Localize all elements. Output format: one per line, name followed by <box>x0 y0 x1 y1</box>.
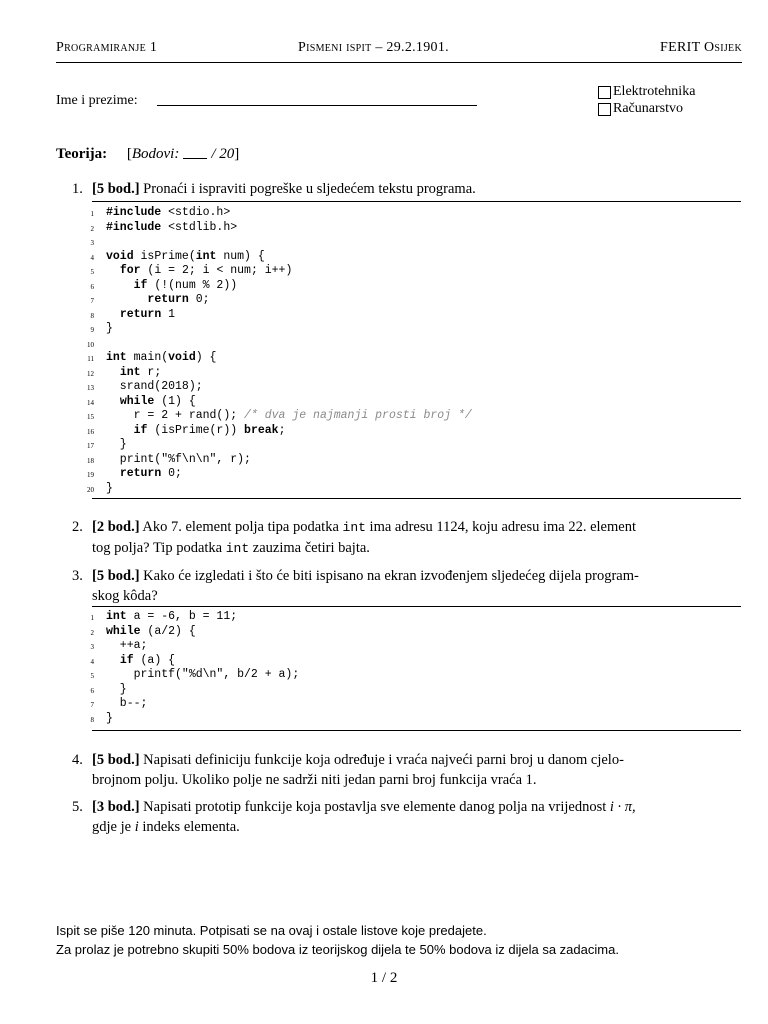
code-text: if (!(num % 2)) <box>133 278 238 292</box>
code-text: } <box>106 438 127 451</box>
code-line <box>87 351 741 366</box>
line-number: 4 <box>90 253 94 262</box>
question-text: Napisati definiciju funkcije koja određuje i vraća najveći parni broj u danom cjelo- <box>143 752 624 768</box>
line-number: 11 <box>87 355 94 363</box>
line-number: 6 <box>90 282 94 291</box>
program-option-racunarstvo[interactable] <box>598 101 683 117</box>
question-text: indeks elementa. <box>142 819 240 835</box>
code-line <box>92 683 741 698</box>
code-text: } <box>106 682 127 696</box>
question-4 <box>56 750 746 790</box>
code-text: } <box>106 481 113 495</box>
code-line <box>92 697 741 712</box>
question-number: 3. <box>72 568 83 584</box>
code-line <box>87 481 741 497</box>
question-text: ima adresu 1124, koju adresu ima 22. element <box>369 519 636 535</box>
question-number: 2. <box>72 519 83 535</box>
exam-title: Pismeni ispit – 29.2.1901. <box>298 40 449 55</box>
line-number: 14 <box>87 398 94 407</box>
question-text: Napisati prototip funkcije koja postavlja sve elemente danog polja na vrijednost <box>143 799 607 815</box>
question-number: 5. <box>72 799 83 815</box>
code-line <box>92 308 741 323</box>
code-line <box>92 264 741 279</box>
question-points: [5 bod.] <box>92 752 140 768</box>
question-2 <box>56 517 746 559</box>
question-points: [2 bod.] <box>92 519 140 535</box>
code-line <box>92 712 741 727</box>
line-number: 8 <box>90 311 94 320</box>
points-label: Bodovi: <box>131 146 180 162</box>
name-label: Ime i prezime: <box>56 93 138 108</box>
footer-note-passing: Za prolaz je potrebno skupiti 50% bodova iz teorijskog dijela te 50% bodova iz dijela sa zadacima. <box>56 942 619 957</box>
code-line <box>87 467 741 482</box>
question-text: tog polja? Tip podatka <box>92 540 223 556</box>
question-text: gdje je <box>92 819 132 835</box>
code-text: for (i = 2; i < num; i++) <box>119 264 293 277</box>
line-number: 18 <box>87 456 94 465</box>
line-number: 5 <box>90 268 94 276</box>
code-text: return 0; <box>119 467 182 480</box>
code-text: ++a; <box>106 639 148 652</box>
question-text: Ako 7. element polja tipa podatka <box>142 519 339 535</box>
code-line <box>92 250 741 265</box>
question-1 <box>56 179 746 199</box>
code-text: #include <stdlib.h> <box>106 220 238 234</box>
line-number: 10 <box>87 340 94 349</box>
code-text: srand(2018); <box>106 380 203 393</box>
code-text: r = 2 + rand(); /* dva je najmanji prosti broj */ <box>106 409 472 422</box>
line-number: 7 <box>90 701 94 709</box>
code-comment: /* dva je najmanji prosti broj */ <box>244 409 472 422</box>
line-number: 16 <box>87 427 94 436</box>
line-number: 12 <box>87 369 94 378</box>
code-text: return 0; <box>147 293 210 306</box>
line-number: 4 <box>90 657 94 666</box>
code-text: b--; <box>106 697 148 710</box>
question-points: [5 bod.] <box>92 568 140 584</box>
question-5 <box>56 797 746 837</box>
question-number: 4. <box>72 752 83 768</box>
checkbox[interactable] <box>598 86 611 99</box>
header-rule <box>56 62 742 63</box>
math-expression: i · π, <box>609 799 636 815</box>
code-text: int r; <box>119 365 162 379</box>
line-number: 1 <box>90 614 94 622</box>
code-text: #include <stdio.h> <box>106 206 231 219</box>
theory-heading <box>56 146 239 163</box>
code-line <box>87 394 741 410</box>
course-title: Programiranje 1 <box>56 40 158 55</box>
code-text: return 1 <box>119 307 176 321</box>
line-number: 5 <box>90 672 94 680</box>
code-line <box>87 409 741 424</box>
program-label: Elektrotehnika <box>613 84 696 99</box>
institution-name: FERIT Osijek <box>660 40 742 55</box>
line-number: 8 <box>90 715 94 724</box>
math-variable: i <box>134 819 139 835</box>
code-text: printf("%d\n", b/2 + a); <box>106 668 300 681</box>
line-number: 1 <box>90 210 94 218</box>
code-text: while (a/2) { <box>106 624 196 638</box>
line-number: 20 <box>87 485 94 494</box>
question-text: Kako će izgledati i što će biti ispisano na ekran izvođenjem sljedećeg dijela program- <box>143 568 639 584</box>
code-line <box>92 279 741 294</box>
line-number: 6 <box>90 686 94 695</box>
code-line <box>92 206 741 221</box>
code-line <box>92 293 741 308</box>
code-text: if (isPrime(r)) break; <box>133 423 286 437</box>
code-text: int main(void) { <box>106 351 217 364</box>
footer-note-duration: Ispit se piše 120 minuta. Potpisati se na ovaj i ostale listove koje predajete. <box>56 923 487 938</box>
code-line <box>92 610 741 625</box>
code-line <box>92 654 741 669</box>
line-number: 2 <box>90 628 94 637</box>
question-text: skog kôda? <box>92 588 158 604</box>
code-line <box>92 625 741 640</box>
code-line <box>92 221 741 236</box>
points-box: [Bodovi: / 20] <box>126 146 240 162</box>
question-points: [3 bod.] <box>92 799 140 815</box>
question-text: zauzima četiri bajta. <box>252 540 370 556</box>
code-line <box>92 668 741 683</box>
question-text: Pronaći i ispraviti pogreške u sljedećem tekstu programa. <box>143 181 476 197</box>
line-number: 2 <box>90 224 94 233</box>
points-blank[interactable] <box>183 146 207 159</box>
code-text: while (1) { <box>119 394 196 408</box>
code-text: void isPrime(int num) { <box>106 249 265 263</box>
code-block-2 <box>92 606 741 731</box>
code-text: } <box>106 711 113 725</box>
line-number: 15 <box>87 413 94 421</box>
inline-code: int <box>225 541 250 556</box>
code-line <box>87 423 741 439</box>
question-text: brojnom polju. Ukoliko polje ne sadrži niti jedan parni broj funkcija vraća 1. <box>92 772 537 788</box>
code-text: if (a) { <box>119 653 176 667</box>
code-line <box>92 235 741 250</box>
code-line <box>87 438 741 453</box>
line-number: 9 <box>90 326 94 334</box>
code-block-1 <box>87 201 741 499</box>
name-field[interactable] <box>157 105 477 106</box>
question-3 <box>56 566 746 606</box>
points-total: / 20 <box>211 146 235 162</box>
code-text: int a = -6, b = 11; <box>106 610 238 623</box>
code-text: print("%f\n\n", r); <box>106 452 251 466</box>
line-number: 13 <box>87 384 94 392</box>
code-line <box>87 380 741 395</box>
checkbox[interactable] <box>598 103 611 116</box>
code-line <box>92 322 741 337</box>
page-number: 1 / 2 <box>370 970 398 986</box>
code-line <box>87 337 741 352</box>
line-number: 19 <box>87 471 94 479</box>
question-points: [5 bod.] <box>92 181 140 197</box>
line-number: 7 <box>90 297 94 305</box>
line-number: 3 <box>90 239 94 247</box>
code-text: } <box>106 322 113 335</box>
program-option-elektrotehnika[interactable] <box>598 84 695 100</box>
code-line <box>87 365 741 381</box>
code-line <box>92 639 741 654</box>
theory-title: Teorija: <box>56 146 108 162</box>
code-line <box>87 452 741 468</box>
program-label: Računarstvo <box>613 101 683 116</box>
question-number: 1. <box>72 181 83 197</box>
line-number: 17 <box>87 442 94 450</box>
line-number: 3 <box>90 643 94 651</box>
inline-code: int <box>342 520 366 535</box>
